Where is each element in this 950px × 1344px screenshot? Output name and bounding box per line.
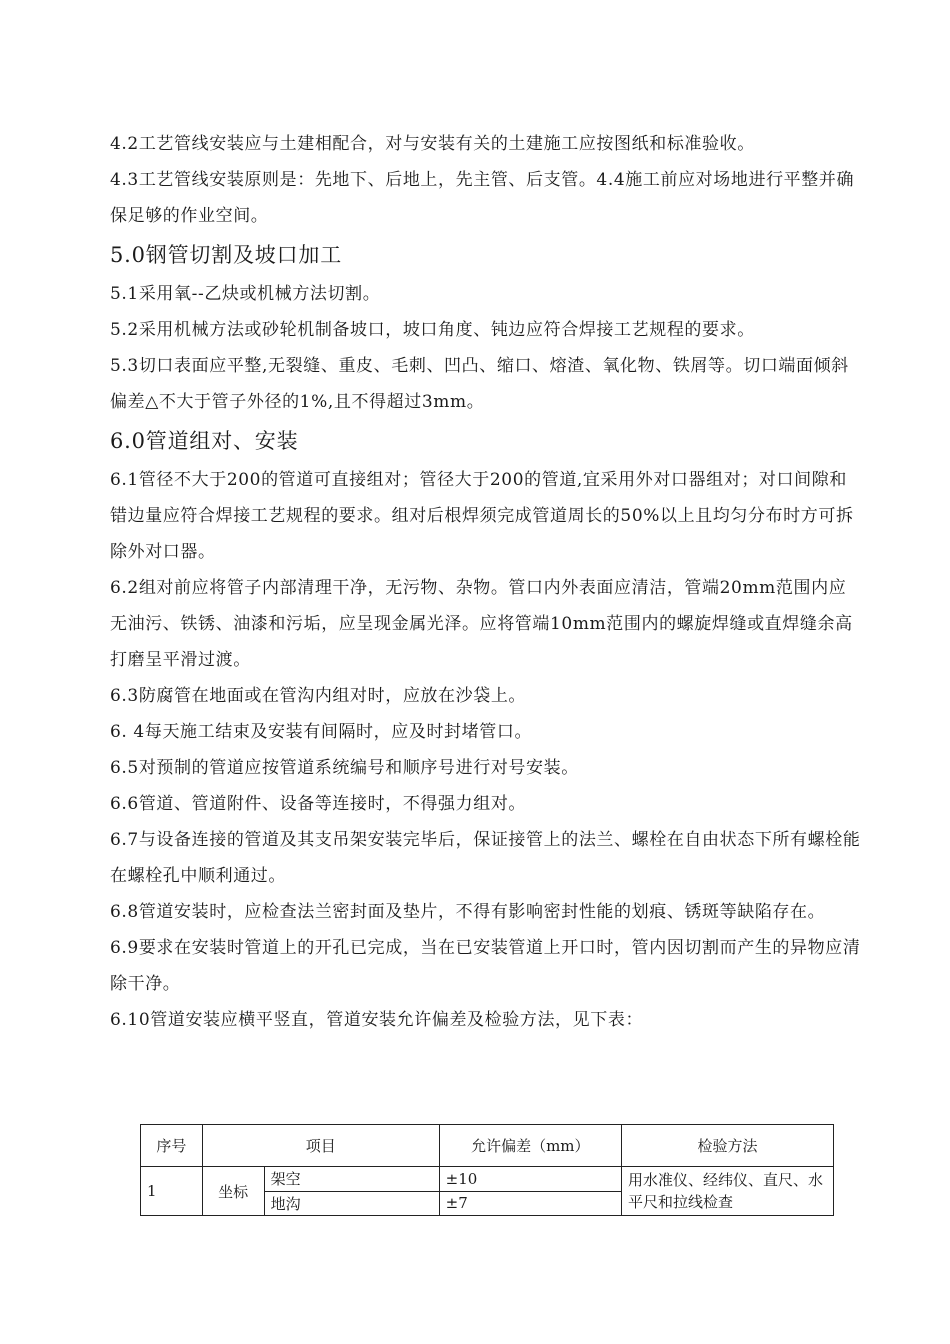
table-row xyxy=(141,1167,834,1192)
table-header-row xyxy=(141,1125,834,1167)
cell-no: 1 xyxy=(141,1167,203,1216)
cell-method: 用水准仪、经纬仪、直尺、水平尺和拉线检查 xyxy=(621,1167,833,1216)
header-no: 序号 xyxy=(141,1125,203,1167)
header-item: 项目 xyxy=(202,1125,439,1167)
paragraph-6-1: 6.1管径不大于200的管道可直接组对；管径大于200的管道,宜采用外对口器组对；对口间隙和错边量应符合焊接工艺规程的要求。组对后根焊须完成管道周长的50%以上且均匀分布时方可拆除外对口器。 xyxy=(110,470,854,562)
cell-item-trench: 地沟 xyxy=(264,1191,439,1216)
paragraph-6-5: 6.5对预制的管道应按管道系统编号和顺序号进行对号安装。 xyxy=(110,758,579,778)
paragraph-6-6: 6.6管道、管道附件、设备等连接时，不得强力组对。 xyxy=(110,794,527,814)
document-body xyxy=(110,126,862,1038)
tolerance-table xyxy=(140,1124,834,1216)
paragraph-6-4: 6. 4每天施工结束及安装有间隔时，应及时封堵管口。 xyxy=(110,722,533,742)
section-heading-6: 6.0管道组对、安装 xyxy=(110,429,299,453)
paragraph-6-10: 6.10管道安装应横平竖直，管道安装允许偏差及检验方法，见下表： xyxy=(110,1010,644,1030)
header-tolerance: 允许偏差（mm） xyxy=(439,1125,621,1167)
paragraph-6-2: 6.2组对前应将管子内部清理干净，无污物、杂物。管口内外表面应清洁，管端20mm范围内应无油污、铁锈、油漆和污垢，应呈现金属光泽。应将管端10mm范围内的螺旋焊缝或直焊缝余高打磨呈平滑过渡。 xyxy=(110,578,853,670)
paragraph-6-7: 6.7与设备连接的管道及其支吊架安装完毕后，保证接管上的法兰、螺栓在自由状态下所有螺栓能在螺栓孔中顺利通过。 xyxy=(110,830,861,886)
paragraph-5-3: 5.3切口表面应平整,无裂缝、重皮、毛刺、凹凸、缩口、熔渣、氧化物、铁屑等。切口端面倾斜偏差△不大于管子外径的1%,且不得超过3mm。 xyxy=(110,356,849,412)
header-method: 检验方法 xyxy=(621,1125,833,1167)
paragraph-6-3: 6.3防腐管在地面或在管沟内组对时，应放在沙袋上。 xyxy=(110,686,527,706)
cell-item-overhead: 架空 xyxy=(264,1167,439,1192)
cell-tolerance-overhead: ±10 xyxy=(439,1167,621,1192)
paragraph-4-3: 4.3工艺管线安装原则是：先地下、后地上，先主管、后支管。4.4施工前应对场地进行平整并确保足够的作业空间。 xyxy=(110,170,855,226)
paragraph-6-8: 6.8管道安装时，应检查法兰密封面及垫片，不得有影响密封性能的划痕、锈斑等缺陷存在。 xyxy=(110,902,826,922)
paragraph-5-1: 5.1采用氧--乙炔或机械方法切割。 xyxy=(110,284,381,304)
cell-tolerance-trench: ±7 xyxy=(439,1191,621,1216)
section-heading-5: 5.0钢管切割及坡口加工 xyxy=(110,243,342,267)
paragraph-6-9: 6.9要求在安装时管道上的开孔已完成，当在已安装管道上开口时，管内因切割而产生的异物应清除干净。 xyxy=(110,938,861,994)
paragraph-5-2: 5.2采用机械方法或砂轮机制备坡口，坡口角度、钝边应符合焊接工艺规程的要求。 xyxy=(110,320,755,340)
cell-group: 坐标 xyxy=(202,1167,264,1216)
paragraph-4-2: 4.2工艺管线安装应与土建相配合，对与安装有关的土建施工应按图纸和标准验收。 xyxy=(110,134,755,154)
